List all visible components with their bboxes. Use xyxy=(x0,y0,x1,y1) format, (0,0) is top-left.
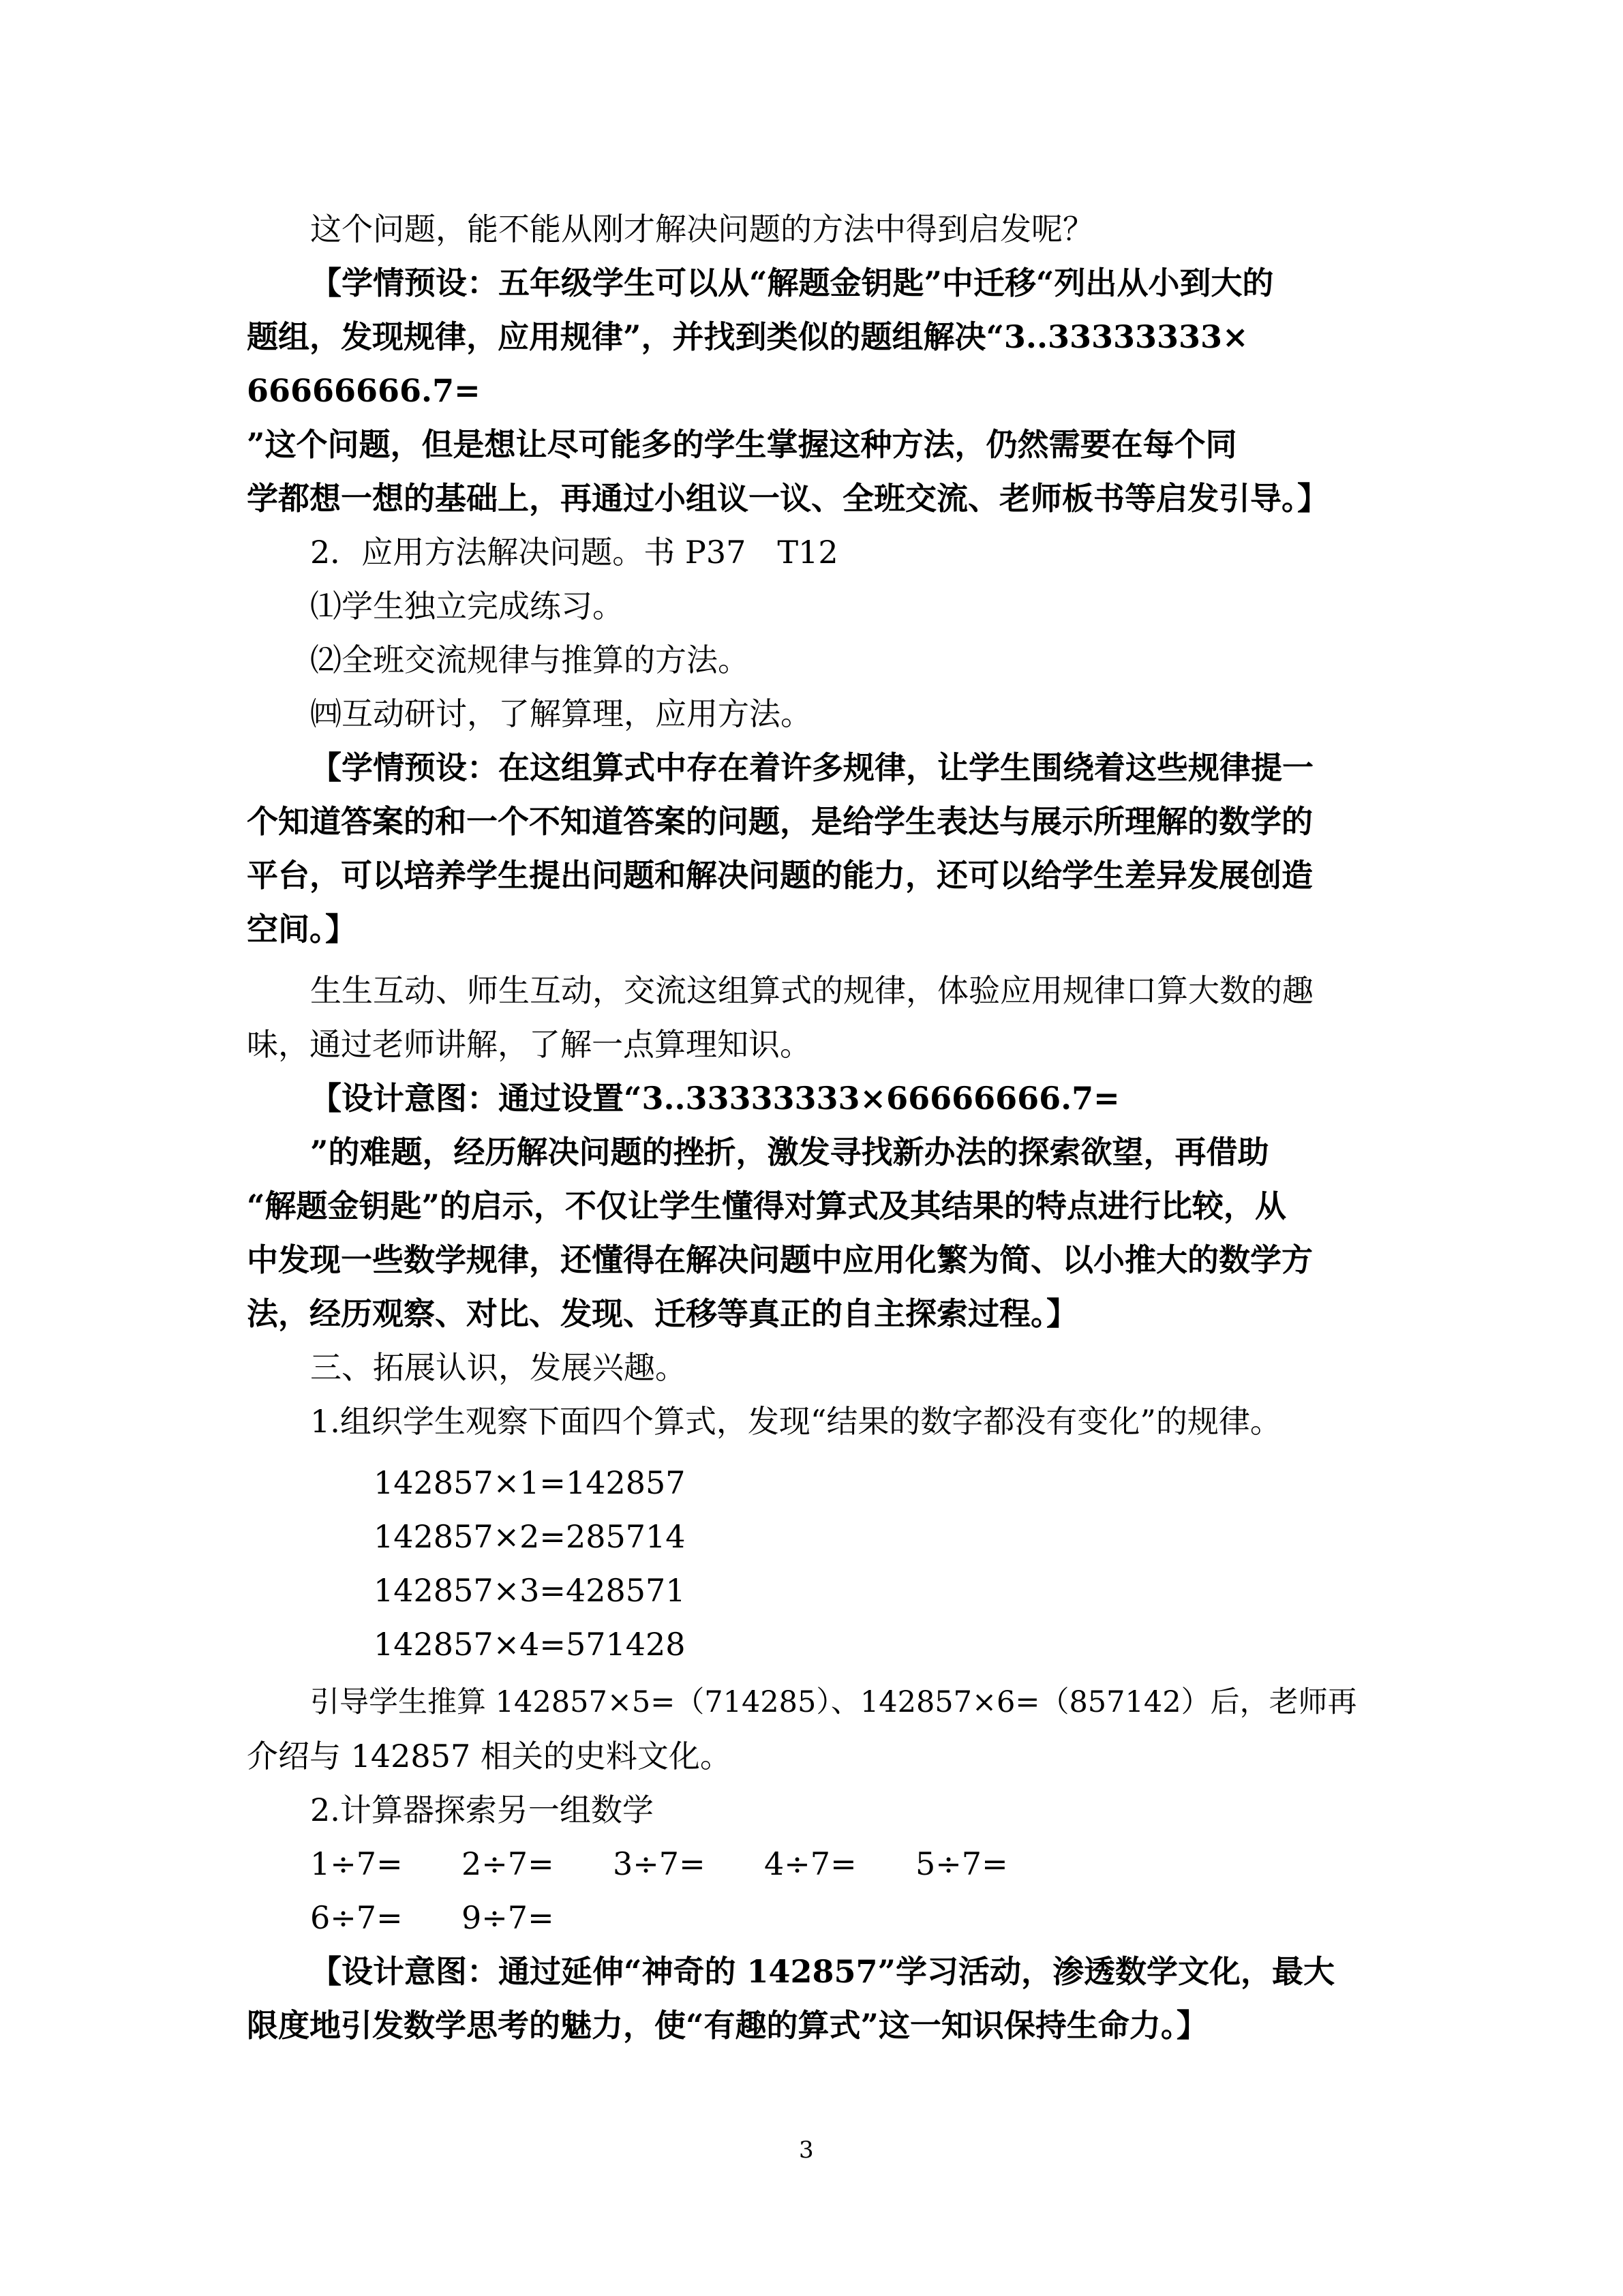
division-row xyxy=(310,1897,613,1938)
equation-line: 142857×2=285714 xyxy=(374,1518,686,1555)
section-heading: 三、拓展认识，发展兴趣。 xyxy=(310,1349,686,1386)
note-line: ”的难题，经历解决问题的挫折，激发寻找新办法的探索欲望，再借助 xyxy=(310,1134,1269,1170)
paragraph-line: 1.组织学生观察下面四个算式，发现“结果的数字都没有变化”的规律。 xyxy=(310,1403,1281,1440)
equation-line: 142857×3=428571 xyxy=(374,1572,686,1609)
note-line: 【学情预设：在这组算式中存在着许多规律，让学生围绕着这些规律提一 xyxy=(310,749,1314,786)
paragraph-line: ⑵全班交流规律与推算的方法。 xyxy=(310,641,749,678)
division-expression: 9÷7= xyxy=(461,1899,554,1936)
equation-line: 142857×1=142857 xyxy=(374,1464,686,1501)
paragraph-line: 2.计算器探索另一组数学 xyxy=(310,1792,654,1828)
note-line: 平台，可以培养学生提出问题和解决问题的能力，还可以给学生差异发展创造 xyxy=(247,857,1313,894)
page-number: 3 xyxy=(799,2136,814,2164)
note-line: “解题金钥匙”的启示，不仅让学生懂得对算式及其结果的特点进行比较，从 xyxy=(247,1188,1286,1224)
paragraph-line: 这个问题，能不能从刚才解决问题的方法中得到启发呢？ xyxy=(310,211,1094,247)
division-expression: 5÷7= xyxy=(915,1845,1008,1882)
division-expression: 4÷7= xyxy=(764,1845,857,1882)
division-expression: 3÷7= xyxy=(613,1845,706,1882)
note-line: 空间。】 xyxy=(247,911,357,948)
division-expression: 2÷7= xyxy=(461,1845,554,1882)
paragraph-line: 2．应用方法解决问题。书 P37 T12 xyxy=(310,534,838,571)
paragraph-line: 生生互动、师生互动，交流这组算式的规律，体验应用规律口算大数的趣 xyxy=(310,972,1314,1009)
division-row xyxy=(310,1843,1067,1884)
division-expression: 6÷7= xyxy=(310,1899,403,1936)
paragraph-line: 介绍与 142857 相关的史料文化。 xyxy=(247,1738,731,1774)
equation-line: 142857×4=571428 xyxy=(374,1626,686,1663)
note-line: ”这个问题，但是想让尽可能多的学生掌握这种方法，仍然需要在每个同 xyxy=(247,426,1237,463)
note-line: 法，经历观察、对比、发现、迁移等真正的自主探索过程。】 xyxy=(247,1295,1078,1332)
note-line: 【设计意图：通过延伸“神奇的 142857”学习活动，渗透数学文化，最大 xyxy=(310,1953,1335,1990)
note-line: 学都想一想的基础上，再通过小组议一议、全班交流、老师板书等启发引导。】 xyxy=(247,480,1329,517)
paragraph-line: ㈣互动研讨，了解算理，应用方法。 xyxy=(310,695,812,732)
paragraph-line: 味，通过老师讲解，了解一点算理知识。 xyxy=(247,1026,811,1063)
division-expression: 1÷7= xyxy=(310,1845,403,1882)
note-line: 题组，发现规律，应用规律”，并找到类似的题组解决“3..33333333× xyxy=(247,318,1249,355)
note-line: 限度地引发数学思考的魅力，使“有趣的算式”这一知识保持生命力。】 xyxy=(247,2007,1208,2044)
note-line: 中发现一些数学规律，还懂得在解决问题中应用化繁为简、以小推大的数学方 xyxy=(247,1241,1313,1278)
note-line: 66666666.7= xyxy=(247,372,481,409)
paragraph-line: ⑴学生独立完成练习。 xyxy=(310,588,624,624)
paragraph-line: 引导学生推算 142857×5=（714285）、142857×6=（857142）后，老师再 xyxy=(310,1685,1357,1719)
note-line: 【学情预设：五年级学生可以从“解题金钥匙”中迁移“列出从小到大的 xyxy=(310,265,1274,301)
note-line: 个知道答案的和一个不知道答案的问题，是给学生表达与展示所理解的数学的 xyxy=(247,803,1313,840)
note-line: 【设计意图：通过设置“3..33333333×66666666.7= xyxy=(310,1080,1120,1117)
